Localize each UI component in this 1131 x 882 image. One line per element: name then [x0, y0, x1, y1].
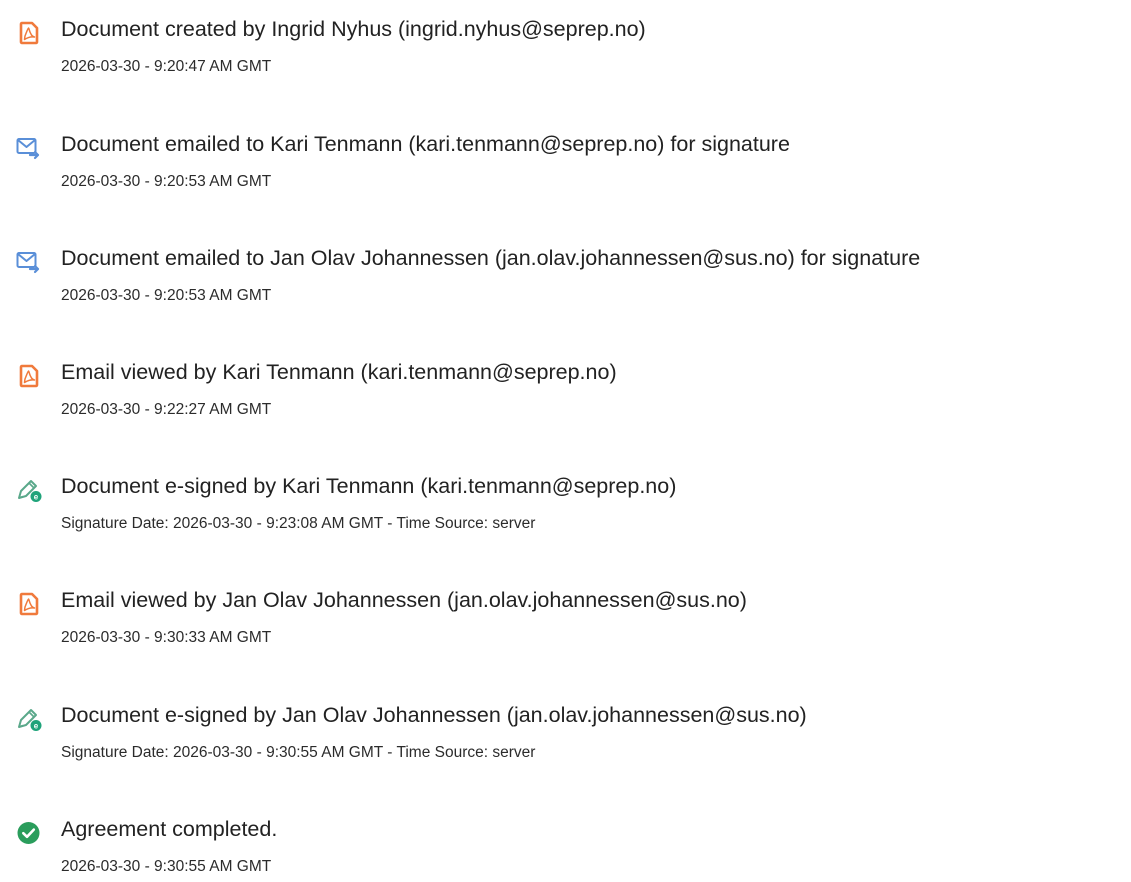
event-timestamp: 2026-03-30 - 9:22:27 AM GMT [61, 401, 272, 418]
esign-pen-icon [16, 477, 42, 503]
event-description: Agreement completed. [61, 817, 278, 841]
event-description: Email viewed by Jan Olav Johannessen (jan.olav.johannessen@sus.no) [61, 588, 747, 612]
event-description: Document e-signed by Kari Tenmann (kari.tenmann@seprep.no) [61, 474, 677, 498]
audit-event [0, 800, 1131, 880]
svg-text:e: e [33, 492, 39, 502]
audit-event [0, 343, 1131, 423]
email-sent-icon [16, 135, 42, 161]
event-description: Email viewed by Kari Tenmann (kari.tenmann@seprep.no) [61, 360, 617, 384]
audit-event [0, 0, 1131, 80]
event-timestamp: 2026-03-30 - 9:20:53 AM GMT [61, 173, 272, 190]
event-timestamp: Signature Date: 2026-03-30 - 9:30:55 AM GMT - Time Source: server [61, 744, 536, 761]
event-description: Document emailed to Jan Olav Johannessen (jan.olav.johannessen@sus.no) for signature [61, 246, 921, 270]
event-timestamp: Signature Date: 2026-03-30 - 9:23:08 AM GMT - Time Source: server [61, 515, 536, 532]
pdf-document-icon [16, 591, 42, 617]
audit-event [0, 229, 1131, 309]
event-description: Document emailed to Kari Tenmann (kari.tenmann@seprep.no) for signature [61, 132, 790, 156]
check-circle-icon [16, 820, 42, 846]
event-timestamp: 2026-03-30 - 9:20:53 AM GMT [61, 287, 272, 304]
event-description: Document e-signed by Jan Olav Johannessen (jan.olav.johannessen@sus.no) [61, 703, 807, 727]
event-description: Document created by Ingrid Nyhus (ingrid.nyhus@seprep.no) [61, 17, 646, 41]
pdf-document-icon [16, 363, 42, 389]
event-timestamp: 2026-03-30 - 9:30:33 AM GMT [61, 629, 272, 646]
email-sent-icon [16, 249, 42, 275]
pdf-document-icon [16, 20, 42, 46]
audit-event [0, 457, 1131, 537]
audit-event [0, 686, 1131, 766]
audit-event [0, 115, 1131, 195]
event-timestamp: 2026-03-30 - 9:30:55 AM GMT [61, 858, 272, 875]
svg-text:e: e [33, 721, 39, 731]
audit-event [0, 571, 1131, 651]
esign-pen-icon [16, 706, 42, 732]
event-timestamp: 2026-03-30 - 9:20:47 AM GMT [61, 58, 272, 75]
